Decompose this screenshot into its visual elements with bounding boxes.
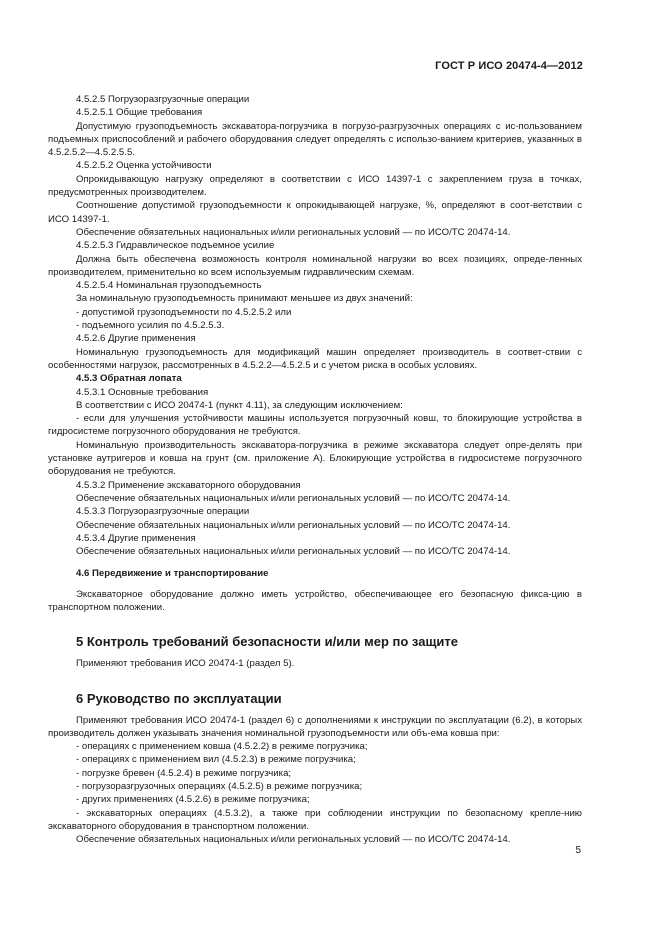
list-item: - если для улучшения устойчивости машины используется погрузочный ковш, то блокирующие устройства в гидросистеме погрузочного оборудования не требуются.	[48, 413, 582, 438]
paragraph: В соответствии с ИСО 20474-1 (пункт 4.11), за следующим исключением:	[76, 399, 403, 411]
list-item: - допустимой грузоподъемности по 4.5.2.5.2 или	[76, 306, 292, 318]
clause-4-5-2-5-4-title: 4.5.2.5.4 Номинальная грузоподъемность	[76, 280, 262, 292]
list-item: - операциях с применением ковша (4.5.2.2) в режиме погрузчика;	[76, 741, 368, 753]
paragraph: За номинальную грузоподъемность принимают меньшее из двух значений:	[76, 293, 413, 305]
paragraph: Обеспечение обязательных национальных и/или региональных условий — по ИСО/ТС 20474-14.	[76, 834, 511, 846]
paragraph: Соотношение допустимой грузоподъемности к опрокидывающей нагрузке, %, определяют в соот-ветствии с ИСО 14397-1.	[48, 200, 582, 225]
document-header: ГОСТ Р ИСО 20474-4—2012	[435, 60, 583, 72]
paragraph: Экскаваторное оборудование должно иметь устройство, обеспечивающее его безопасную фикса-цию в транспортном положении.	[48, 588, 582, 613]
clause-4-5-3-1-title: 4.5.3.1 Основные требования	[76, 386, 209, 398]
paragraph: Номинальную грузоподъемность для модификаций машин определяет производитель в соответ-ствии с особенностями нагрузок, рассмотренных в 4.5.2.2—4.5.2.5 и с учетом риска в особых условиях.	[48, 346, 582, 371]
clause-4-5-2-5-1-title: 4.5.2.5.1 Общие требования	[76, 107, 203, 119]
paragraph: Обеспечение обязательных национальных и/или региональных условий — по ИСО/ТС 20474-14.	[76, 519, 511, 531]
spacer	[48, 671, 582, 691]
paragraph: Обеспечение обязательных национальных и/или региональных условий — по ИСО/ТС 20474-14.	[76, 546, 511, 558]
clause-4-5-3-title: 4.5.3 Обратная лопата	[76, 373, 182, 385]
list-item: - экскаваторных операциях (4.5.3.2), а также при соблюдении инструкции по безопасному крепле-нию экскаваторного оборудования в транспортном положении.	[48, 807, 582, 832]
list-item: - операциях с применением вил (4.5.2.3) в режиме погрузчика;	[76, 754, 356, 766]
section-6-title: 6 Руководство по эксплуатации	[76, 690, 282, 706]
spacer	[48, 581, 582, 588]
clause-4-5-3-2-title: 4.5.3.2 Применение экскаваторного оборудования	[76, 479, 301, 491]
clause-4-5-2-5-3-title: 4.5.2.5.3 Гидравлическое подъемное усилие	[76, 240, 275, 252]
list-item: - подъемного усилия по 4.5.2.5.3.	[76, 320, 225, 332]
paragraph: Опрокидывающую нагрузку определяют в соответствии с ИСО 14397-1 с закреплением груза в точках, предусмотренных производителем.	[48, 173, 582, 199]
spacer	[48, 558, 582, 567]
clause-4-5-3-3-title: 4.5.3.3 Погрузоразгрузочные операции	[76, 506, 250, 518]
paragraph: Обеспечение обязательных национальных и/или региональных условий — по ИСО/ТС 20474-14.	[76, 492, 511, 504]
clause-4-5-2-5-title: 4.5.2.5 Погрузоразгрузочные операции	[76, 94, 250, 105]
list-item: - погрузке бревен (4.5.2.4) в режиме погрузчика;	[76, 767, 292, 779]
paragraph: Допустимую грузоподъемность экскаватора-погрузчика в погрузо-разгрузочных операциях с ис-пользованием подъемных приспособлений и рабочего оборудования следует определять с использо-ванием критериев, указанных в 4.5.2.5.2—4.5.2.5.5.	[48, 120, 582, 159]
spacer	[48, 614, 582, 634]
paragraph: Номинальную производительность экскаватора-погрузчика в режиме экскаватора следует опре-делять при установке аутригеров и ковша на грунт (см. приложение А). Блокирующие устройства в гидросистеме погрузочного оборудования не требуются.	[48, 439, 582, 478]
paragraph: Применяют требования ИСО 20474-1 (раздел 6) с дополнениями к инструкции по эксплуатации (6.2), в которых производитель должен указывать значения номинальной грузоподъемности или объ-ема ковша при:	[48, 714, 582, 739]
list-item: - погрузоразгрузочных операциях (4.5.2.5) в режиме погрузчика;	[76, 781, 363, 793]
paragraph: Обеспечение обязательных национальных и/или региональных условий — по ИСО/ТС 20474-14.	[76, 226, 511, 238]
clause-4-5-3-4-title: 4.5.3.4 Другие применения	[76, 532, 196, 544]
clause-4-5-2-6-title: 4.5.2.6 Другие применения	[76, 333, 196, 345]
page-body	[48, 93, 582, 847]
paragraph: Применяют требования ИСО 20474-1 (раздел 5).	[76, 658, 295, 670]
page-number: 5	[575, 845, 581, 856]
spacer	[48, 650, 582, 657]
clause-4-6-title: 4.6 Передвижение и транспортирование	[76, 568, 269, 580]
list-item: - других применениях (4.5.2.6) в режиме погрузчика;	[76, 794, 310, 806]
paragraph: Должна быть обеспечена возможность контроля номинальной нагрузки во всех позициях, опреде-ленных производителем, применительно ко всем используемым гидравлическим схемам.	[48, 253, 582, 278]
section-5-title: 5 Контроль требований безопасности и/или мер по защите	[76, 634, 459, 650]
spacer	[48, 707, 582, 714]
clause-4-5-2-5-2-title: 4.5.2.5.2 Оценка устойчивости	[76, 160, 212, 172]
